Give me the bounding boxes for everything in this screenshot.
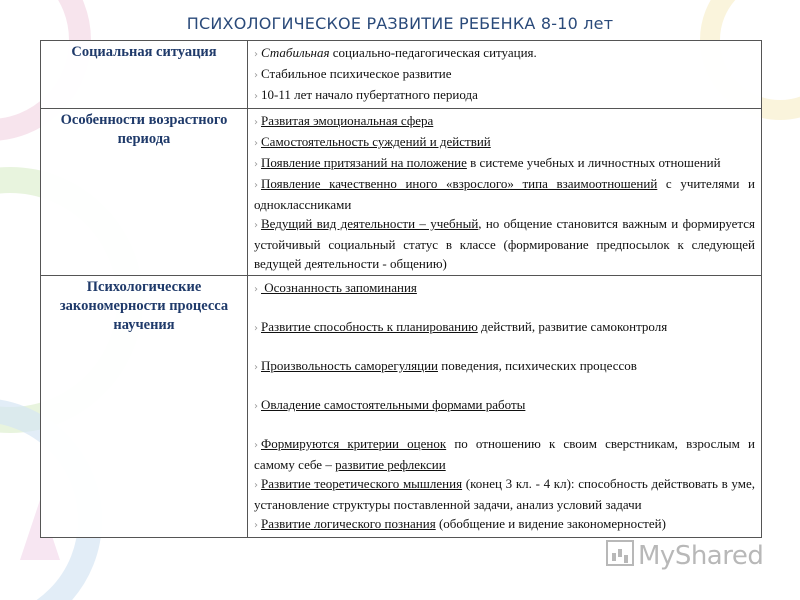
list-item-text: поведения, психических процессов xyxy=(437,358,637,373)
list-item-text: в системе учебных и личностных отношений xyxy=(466,155,721,170)
list-item-text: 10-11 лет начало пубертатного периода xyxy=(261,87,478,102)
row-content xyxy=(248,109,762,276)
list-item-text: Появление притязаний на положение xyxy=(261,155,467,170)
bullet-arrow-icon: › xyxy=(254,70,258,81)
row-heading: Психологические закономерности процесса научения xyxy=(41,276,248,538)
table-row xyxy=(41,276,762,538)
page-title: ПСИХОЛОГИЧЕСКОЕ РАЗВИТИЕ РЕБЕНКА 8-10 лет xyxy=(186,14,614,33)
list-item-text: Развитие способность к планированию xyxy=(261,319,478,334)
list-item xyxy=(254,64,755,85)
list-item-text: социально-педагогическая ситуация. xyxy=(329,45,537,60)
spacer xyxy=(254,299,755,317)
list-item-text: , но общение становится важным и формируется устойчивый социальный статус в классе (формирование предпосылок к следующей ведущей деятельности - общению) xyxy=(254,216,756,271)
row-content xyxy=(248,276,762,538)
bullet-arrow-icon: › xyxy=(254,284,258,295)
list-item xyxy=(254,153,755,174)
bullet-arrow-icon: › xyxy=(254,220,258,231)
list-item-text: Осознанность запоминания xyxy=(261,280,417,295)
list-item xyxy=(254,85,755,106)
list-item-text: развитие рефлексии xyxy=(335,457,446,472)
bullet-arrow-icon: › xyxy=(254,91,258,102)
development-table xyxy=(40,40,762,538)
list-item-text: Развитие логического познания xyxy=(261,516,436,531)
bullet-arrow-icon: › xyxy=(254,520,258,531)
bullet-arrow-icon: › xyxy=(254,362,258,373)
chart-logo-icon xyxy=(606,540,634,566)
bullet-arrow-icon: › xyxy=(254,480,258,491)
watermark xyxy=(606,540,763,571)
row-content xyxy=(248,41,762,109)
watermark-text: MyShared xyxy=(638,541,764,571)
list-item xyxy=(254,111,755,132)
bullet-arrow-icon: › xyxy=(254,117,258,128)
list-item-text: Произвольность саморегуляции xyxy=(261,358,438,373)
list-item-text: по отношению к своим сверстникам, взрослым и самому себе – xyxy=(254,436,755,472)
list-item-text: Ведущий вид деятельности – учебный xyxy=(261,216,479,231)
row-heading: Социальная ситуация xyxy=(41,41,248,109)
bullet-arrow-icon: › xyxy=(254,159,258,170)
table-row xyxy=(41,109,762,276)
list-item xyxy=(254,395,755,416)
list-item-text: (конец 3 кл. - 4 кл): способность действовать в уме, установление структуры поставленной задачи, анализ условий задачи xyxy=(254,476,755,512)
list-item xyxy=(254,214,755,273)
list-item xyxy=(254,132,755,153)
list-item-text: Самостоятельность суждений и действий xyxy=(261,134,491,149)
spacer xyxy=(254,416,755,434)
bullet-arrow-icon: › xyxy=(254,401,258,412)
list-item xyxy=(254,317,755,338)
list-item-text: Развитие теоретического мышления xyxy=(261,476,463,491)
list-item xyxy=(254,474,755,514)
row-heading: Особенности возрастного периода xyxy=(41,109,248,276)
list-item xyxy=(254,356,755,377)
list-item-text: Овладение самостоятельными формами работы xyxy=(261,397,526,412)
list-item-text: действий, развитие самоконтроля xyxy=(477,319,668,334)
list-item-text: (обобщение и видение закономерностей) xyxy=(435,516,666,531)
list-item xyxy=(254,174,755,214)
bullet-arrow-icon: › xyxy=(254,440,258,451)
bullet-arrow-icon: › xyxy=(254,138,258,149)
list-item-text: Развитая эмоциональная сфера xyxy=(261,113,434,128)
bullet-arrow-icon: › xyxy=(254,323,258,334)
bullet-arrow-icon: › xyxy=(254,49,258,60)
list-item xyxy=(254,434,755,474)
list-item xyxy=(254,43,755,64)
list-item xyxy=(254,278,755,299)
list-item-text: Формируются критерии оценок xyxy=(261,436,447,451)
list-item-text: Стабильная xyxy=(261,45,330,60)
spacer xyxy=(254,338,755,356)
list-item xyxy=(254,514,755,535)
list-item-text: Стабильное психическое развитие xyxy=(261,66,452,81)
list-item-text: с учителями и одноклассниками xyxy=(254,176,755,212)
table-row xyxy=(41,41,762,109)
spacer xyxy=(254,377,755,395)
bullet-arrow-icon: › xyxy=(254,180,258,191)
list-item-text: Появление качественно иного «взрослого» типа взаимоотношений xyxy=(261,176,658,191)
